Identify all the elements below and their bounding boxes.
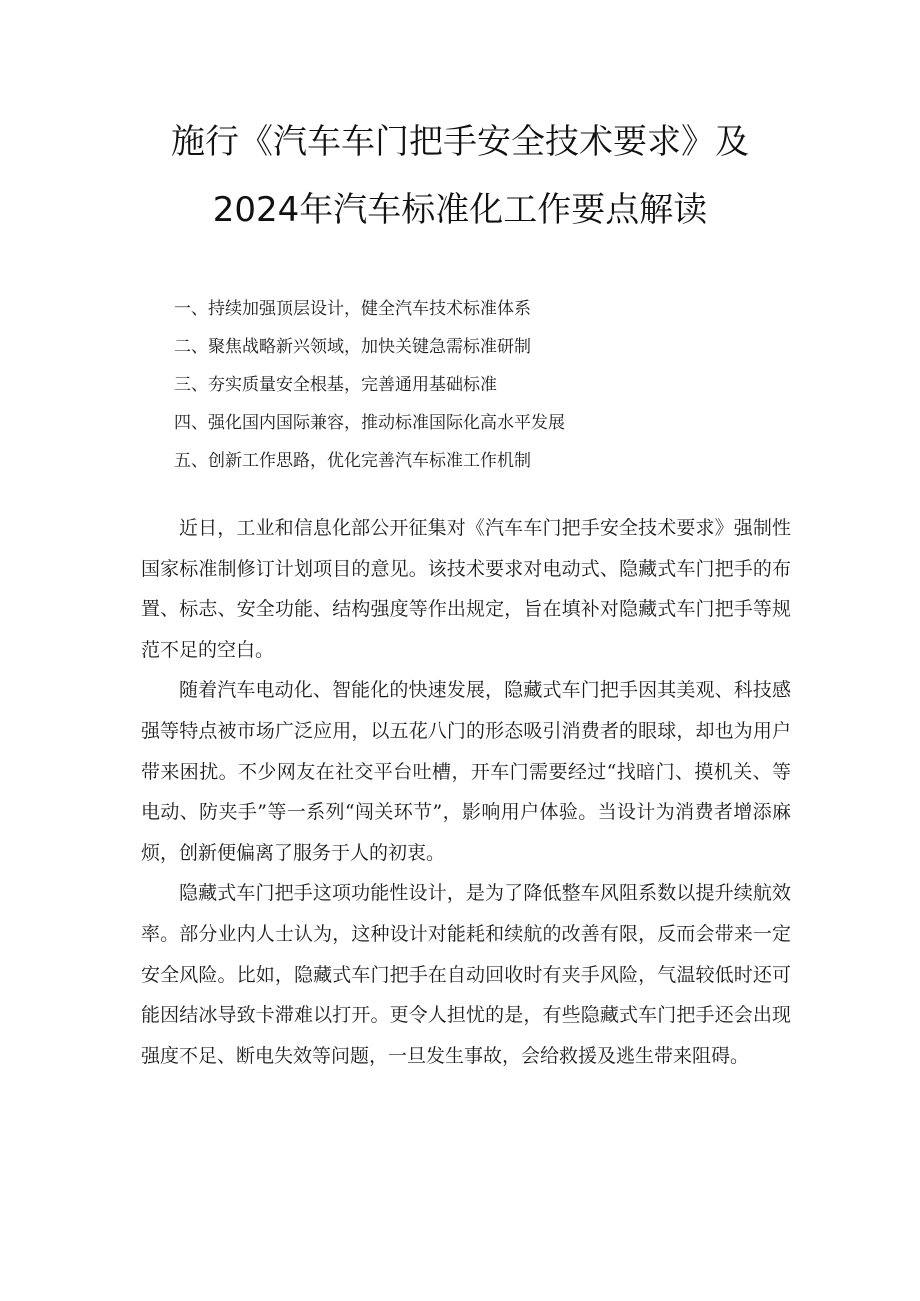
paragraph-1: 近日，工业和信息化部公开征集对《汽车车门把手安全技术要求》强制性国家标准制修订计划项目的意见。该技术要求对电动式、隐藏式车门把手的布置、标志、安全功能、结构强度等作出规定，旨在填补对隐藏式车门把手等规范不足的空白。 [141,517,791,661]
paragraph-3: 隐藏式车门把手这项功能性设计，是为了降低整车风阻系数以提升续航效率。部分业内人士认为，这种设计对能耗和续航的改善有限，反而会带来一定安全风险。比如，隐藏式车门把手在自动回收时有夹手风险，气温较低时还可能因结冰导致卡滞难以打开。更令人担忧的是，有些隐藏式车门把手还会出现强度不足、断电失效等问题，一旦发生事故，会给救援及逃生带来阻碍。 [141,882,791,1067]
outline-list [174,290,814,480]
outline-item-3: 三、夯实质量安全根基，完善通用基础标准 [174,375,497,395]
outline-item-2: 二、聚焦战略新兴领域，加快关键急需标准研制 [174,337,531,357]
body-text [141,508,791,1076]
outline-item-5: 五、创新工作思路，优化完善汽车标准工作机制 [174,451,531,471]
paragraph-2: 随着汽车电动化、智能化的快速发展，隐藏式车门把手因其美观、科技感强等特点被市场广泛应用，以五花八门的形态吸引消费者的眼球，却也为用户带来困扰。不少网友在社交平台吐槽，开车门需要经过“找暗门、摸机关、等电动、防夹手”等一系列“闯关环节”，影响用户体验。当设计为消费者增添麻烦，创新便偏离了服务于人的初衷。 [141,679,791,864]
outline-item-1: 一、持续加强顶层设计，健全汽车技术标准体系 [174,299,531,319]
title-line-2: 2024年汽车标准化工作要点解读 [212,190,708,230]
document-title [0,108,920,244]
title-line-1: 施行《汽车车门把手安全技术要求》及 [171,122,749,162]
outline-item-4: 四、强化国内国际兼容，推动标准国际化高水平发展 [174,413,565,433]
